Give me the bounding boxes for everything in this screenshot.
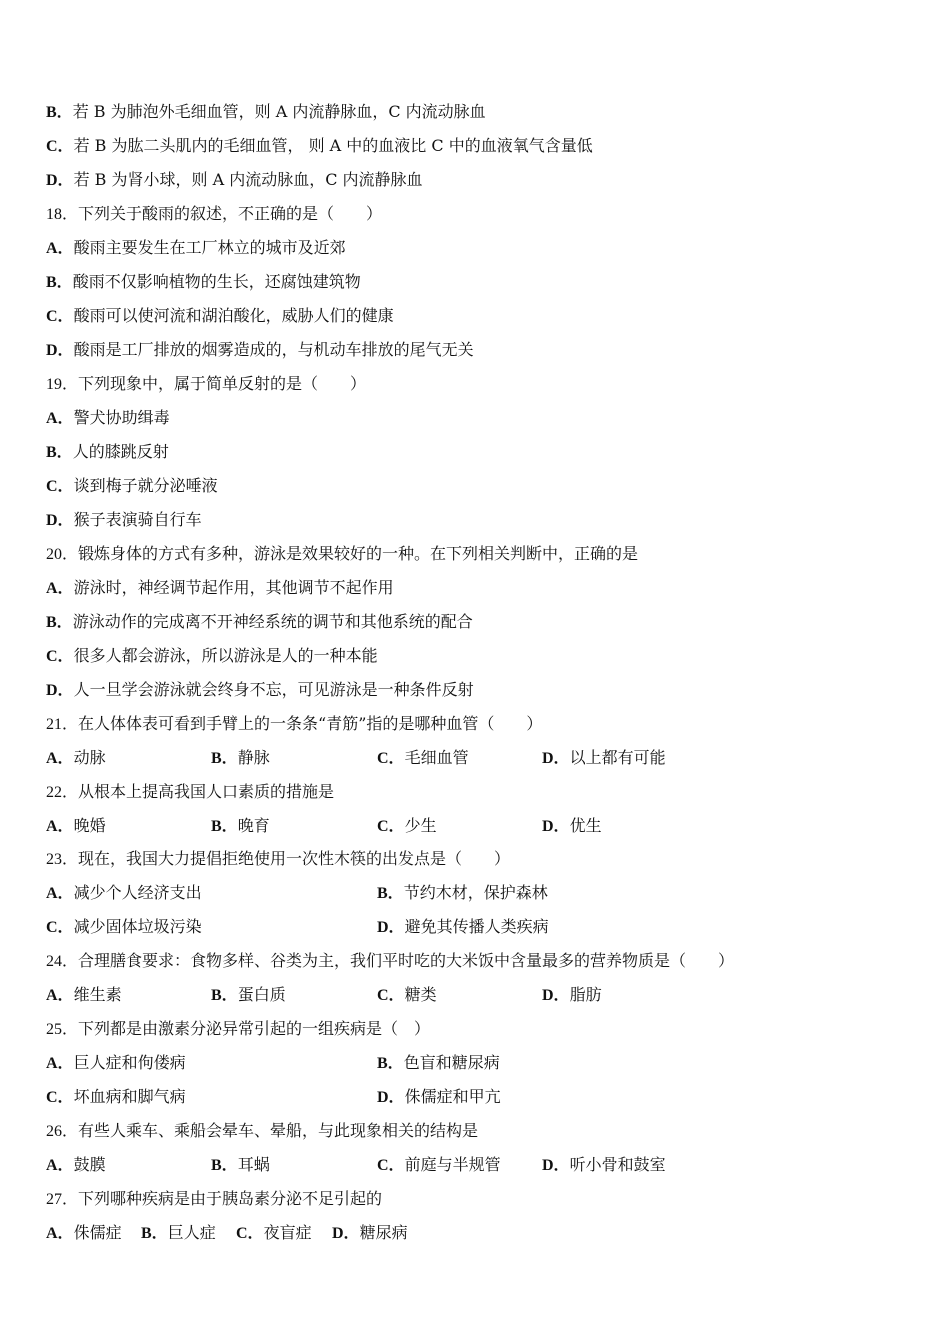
q23-stem [46,846,510,872]
option-label: A． [46,580,74,597]
question-number: 26． [46,1123,79,1140]
question-number: 20． [46,546,79,563]
option-text: 酸雨可以使河流和湖泊酸化，威胁人们的健康 [73,306,394,325]
option-text: 少生 [404,816,437,835]
q20-stem [46,541,638,567]
option-label: D． [46,682,74,699]
question-text: 有些人乘车、乘船会晕车、晕船，与此现象相关的结构是 [78,1121,479,1140]
option-label: B． [211,1157,238,1174]
question-text: 下列现象中，属于简单反射的是（ ） [78,374,367,393]
option-label: C． [46,308,74,325]
option-label: B． [141,1225,168,1242]
q22-option-c [377,813,437,840]
option-label: D． [377,1089,405,1106]
option-label: D． [332,1225,360,1242]
q22-option-d [542,813,602,840]
q18-option-c [46,303,394,329]
option-label: D． [542,750,570,767]
q27-option-a [46,1220,122,1247]
q25-options-row-2 [46,1084,906,1110]
question-number: 21． [46,716,79,733]
q25-stem [46,1016,430,1042]
option-text: 游泳时，神经调节起作用，其他调节不起作用 [73,578,394,597]
option-text: 晚育 [237,816,270,835]
option-label: A． [46,818,74,835]
q25-options-row-1 [46,1050,906,1076]
option-text: 很多人都会游泳，所以游泳是人的一种本能 [73,646,378,665]
option-label: C． [377,1157,405,1174]
q18-option-a [46,235,346,261]
option-text: 糖类 [404,985,437,1004]
question-text: 合理膳食要求：食物多样、谷类为主，我们平时吃的大米饭中含量最多的营养物质是（ ） [78,951,735,970]
q19-stem [46,371,366,397]
question-number: 27． [46,1191,79,1208]
question-text: 下列都是由激素分泌异常引起的一组疾病是（ ） [78,1019,431,1038]
q21-option-b [211,745,270,772]
option-text: 减少固体垃圾污染 [73,917,202,936]
option-text: 维生素 [73,985,122,1004]
q26-option-d [542,1152,666,1179]
option-label: A． [46,410,74,427]
q27-option-d [332,1220,408,1247]
q23-option-a [46,880,202,907]
q21-option-c [377,745,469,772]
q23-options-row-1 [46,880,906,906]
option-text: 节约木材，保护森林 [403,883,548,902]
q22-option-a [46,813,106,840]
option-text: 脂肪 [569,985,602,1004]
option-text: 色盲和糖尿病 [403,1053,500,1072]
option-text: 听小骨和鼓室 [569,1155,666,1174]
q22-option-b [211,813,270,840]
option-text: 前庭与半规管 [404,1155,501,1174]
option-text: 酸雨是工厂排放的烟雾造成的，与机动车排放的尾气无关 [73,340,474,359]
option-text: 人一旦学会游泳就会终身不忘，可见游泳是一种条件反射 [73,680,474,699]
q22-stem [46,779,334,805]
option-label: C． [46,919,74,936]
option-label: B． [377,1055,404,1072]
option-label: A． [46,987,74,1004]
question-text: 现在，我国大力提倡拒绝使用一次性木筷的出发点是（ ） [78,849,511,868]
option-text: 谈到梅子就分泌唾液 [73,476,218,495]
option-text: 毛细血管 [404,748,469,767]
q17-option-c [46,133,593,159]
option-text: 以上都有可能 [569,748,666,767]
option-label: A． [46,1157,74,1174]
option-text: 人的膝跳反射 [72,442,169,461]
q19-option-a [46,405,170,431]
option-label: B． [377,885,404,902]
option-text: 游泳动作的完成离不开神经系统的调节和其他系统的配合 [72,612,473,631]
option-text: 夜盲症 [263,1223,312,1242]
q26-option-c [377,1152,501,1179]
question-text: 在人体体表可看到手臂上的一条条“青筋”指的是哪种血管（ ） [78,714,543,733]
option-text: 侏儒症 [73,1223,122,1242]
question-text: 从根本上提高我国人口素质的措施是 [78,782,335,801]
option-text: 动脉 [73,748,106,767]
option-label: D． [46,172,74,189]
option-label: A． [46,750,74,767]
question-number: 25． [46,1021,79,1038]
option-label: D． [46,512,74,529]
option-label: B． [46,104,73,121]
q27-option-b [141,1220,216,1247]
q20-option-b [46,609,473,635]
option-text: 避免其传播人类疾病 [404,917,549,936]
option-text: 若 B 为肺泡外毛细血管，则 A 内流静脉血，C 内流动脉血 [72,102,486,121]
option-label: C． [46,138,74,155]
q19-option-d [46,507,202,533]
question-text: 锻炼身体的方式有多种，游泳是效果较好的一种。在下列相关判断中，正确的是 [78,544,639,563]
option-label: A． [46,1225,74,1242]
q25-option-a [46,1050,186,1077]
q24-option-c [377,982,437,1009]
q23-option-b [377,880,548,907]
option-text: 巨人症 [167,1223,216,1242]
question-number: 24． [46,953,79,970]
q23-option-d [377,914,549,941]
question-number: 18． [46,206,79,223]
option-label: C． [46,1089,74,1106]
option-label: B． [211,750,238,767]
q25-option-b [377,1050,500,1077]
option-text: 减少个人经济支出 [73,883,202,902]
q18-option-d [46,337,474,363]
q20-option-a [46,575,394,601]
q20-option-d [46,677,474,703]
q20-option-c [46,643,378,669]
option-text: 蛋白质 [237,985,286,1004]
q24-options-row [46,982,906,1008]
q25-option-c [46,1084,186,1111]
option-label: A． [46,885,74,902]
option-label: B． [211,987,238,1004]
option-text: 酸雨不仅影响植物的生长，还腐蚀建筑物 [72,272,361,291]
option-text: 糖尿病 [359,1223,408,1242]
q24-option-d [542,982,602,1009]
q21-stem [46,711,542,737]
option-label: C． [377,818,405,835]
option-text: 耳蜗 [237,1155,270,1174]
option-label: C． [46,478,74,495]
q23-options-row-2 [46,914,906,940]
q18-stem [46,201,382,227]
option-label: B． [46,614,73,631]
question-text: 下列关于酸雨的叙述，不正确的是（ ） [78,204,383,223]
q18-option-b [46,269,361,295]
question-number: 19． [46,376,79,393]
option-label: D． [542,1157,570,1174]
q27-option-c [236,1220,312,1247]
option-text: 侏儒症和甲亢 [404,1087,501,1106]
option-text: 若 B 为肾小球，则 A 内流动脉血，C 内流静脉血 [73,170,423,189]
option-text: 猴子表演骑自行车 [73,510,202,529]
option-label: D． [542,987,570,1004]
option-label: C． [377,750,405,767]
question-number: 23． [46,851,79,868]
q27-stem [46,1186,382,1212]
q27-options-row [46,1220,906,1246]
option-text: 静脉 [237,748,270,767]
q25-option-d [377,1084,501,1111]
q19-option-b [46,439,169,465]
q24-option-b [211,982,286,1009]
option-label: C． [46,648,74,665]
q23-option-c [46,914,202,941]
option-text: 优生 [569,816,602,835]
q24-option-a [46,982,122,1009]
q21-option-a [46,745,106,772]
option-label: A． [46,1055,74,1072]
option-label: A． [46,240,74,257]
q26-stem [46,1118,478,1144]
option-text: 坏血病和脚气病 [73,1087,186,1106]
q17-option-b [46,99,486,125]
q26-option-b [211,1152,270,1179]
option-label: B． [211,818,238,835]
option-label: B． [46,444,73,461]
option-label: B． [46,274,73,291]
q21-options-row [46,745,906,771]
q24-stem [46,948,734,974]
option-label: D． [46,342,74,359]
option-text: 警犬协助缉毒 [73,408,170,427]
q21-option-d [542,745,666,772]
option-text: 若 B 为肱二头肌内的毛细血管， 则 A 中的血液比 C 中的血液氧气含量低 [73,136,593,155]
q17-option-d [46,167,423,193]
q19-option-c [46,473,218,499]
q26-options-row [46,1152,906,1178]
option-text: 巨人症和佝偻病 [73,1053,186,1072]
option-label: D． [542,818,570,835]
option-label: C． [377,987,405,1004]
option-label: C． [236,1225,264,1242]
option-text: 酸雨主要发生在工厂林立的城市及近郊 [73,238,346,257]
question-number: 22． [46,784,79,801]
q22-options-row [46,813,906,839]
option-text: 晚婚 [73,816,106,835]
option-text: 鼓膜 [73,1155,106,1174]
q26-option-a [46,1152,106,1179]
question-text: 下列哪种疾病是由于胰岛素分泌不足引起的 [78,1189,383,1208]
option-label: D． [377,919,405,936]
